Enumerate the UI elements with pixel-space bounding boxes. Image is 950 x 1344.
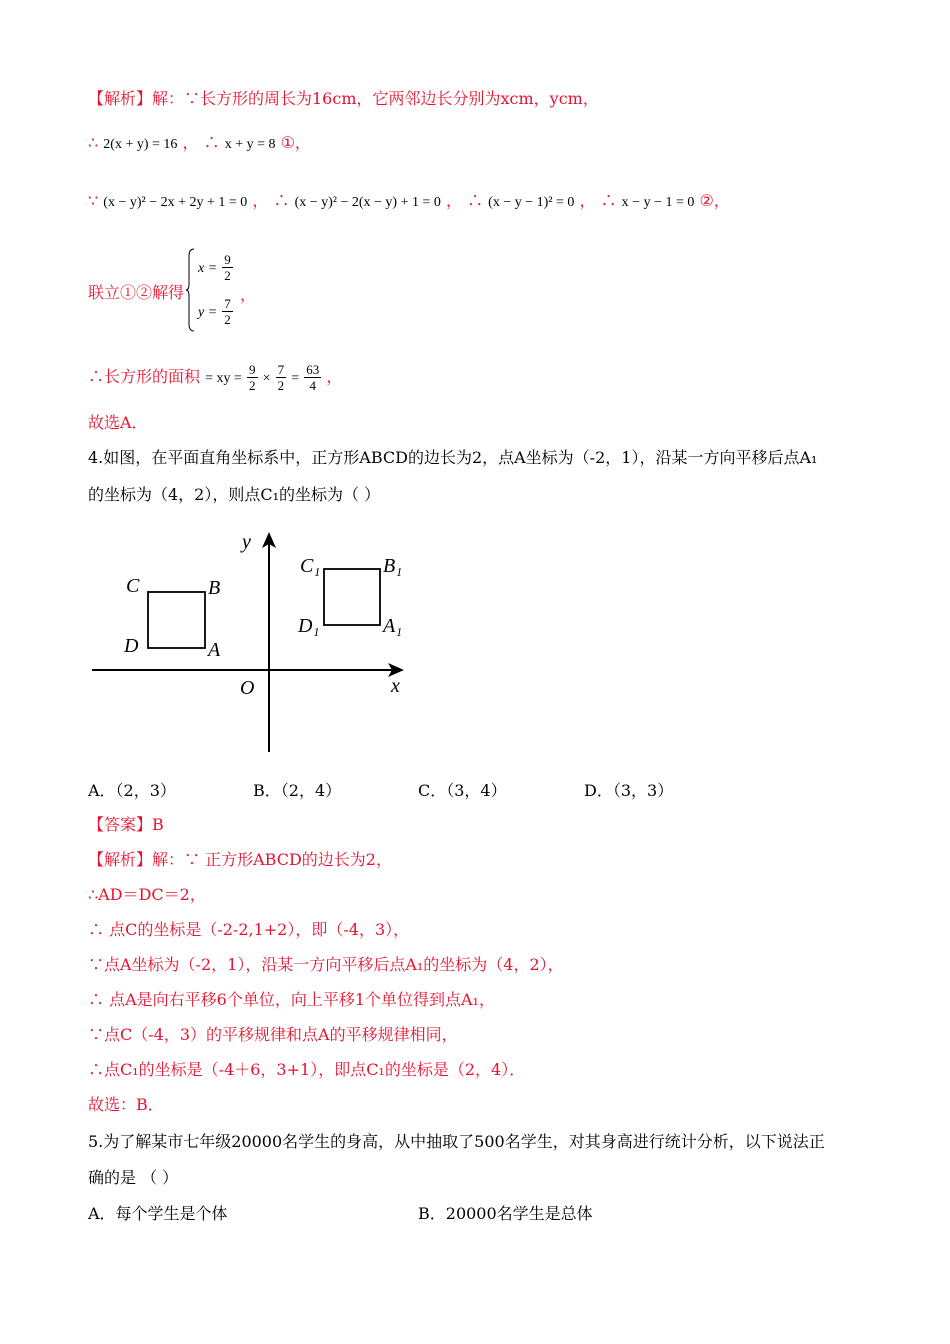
- times-sign: ×: [262, 371, 271, 386]
- equation-rewrite: (x − y)² − 2(x − y) + 1 = 0: [294, 195, 441, 210]
- q4-solution-line-5: ∴ 点A是向右平移6个单位，向上平移1个单位得到点A₁，: [88, 990, 495, 1009]
- separator: ， ∴: [579, 191, 617, 210]
- x-solution: [198, 252, 233, 283]
- q4-solution-line-7: ∴点C₁的坐标是（-4＋6，3+1），即点C₁的坐标是（2，4）．: [88, 1060, 526, 1079]
- q5-option-a: A．每个学生是个体: [88, 1204, 228, 1223]
- square-a1b1c1d1: [324, 569, 380, 625]
- x-den: 2: [224, 268, 231, 283]
- label-c1: C₁: [300, 555, 321, 577]
- label-a: A: [208, 639, 221, 661]
- q3-conclusion: 故选A．: [88, 413, 148, 432]
- therefore-symbol: ∴: [88, 133, 99, 152]
- equation-sum: x + y = 8: [224, 137, 276, 152]
- square-abcd: [148, 592, 205, 648]
- num: 63: [306, 362, 320, 377]
- q4-solution-line-1: 【解析】解：∵ 正方形ABCD的边长为2，: [88, 850, 392, 869]
- q4-answer: 【答案】B: [88, 815, 164, 834]
- y-den: 2: [224, 312, 231, 327]
- equation-difference: x − y − 1 = 0: [621, 195, 695, 210]
- label-d: D: [124, 635, 139, 657]
- q4-solution-line-3: ∴ 点C的坐标是（-2-2,1+2），即（-4，3），: [88, 920, 410, 939]
- system-tail: ，: [240, 285, 257, 304]
- label-o: O: [240, 677, 255, 699]
- area-tail: ，: [326, 367, 343, 386]
- equals-sign: =: [291, 371, 300, 386]
- fraction-63-4: [304, 362, 321, 393]
- q4-solution-line-2: ∴AD＝DC＝2，: [88, 885, 206, 904]
- equation-perimeter: 2(x + y) = 16: [103, 137, 178, 152]
- num: 9: [249, 362, 256, 377]
- q4-solution-line-6: ∵点C（-4，3）的平移规律和点A的平移规律相同，: [88, 1025, 458, 1044]
- q4-solution-line-4: ∵点A坐标为（-2，1），沿某一方向平移后点A₁的坐标为（4，2），: [88, 955, 564, 974]
- den: 2: [277, 378, 285, 393]
- q5-option-b: B．20000名学生是总体: [418, 1204, 593, 1223]
- q4-solution-line-8: 故选：B．: [88, 1095, 164, 1114]
- because-symbol: ∵: [88, 191, 99, 210]
- y-num: 7: [224, 296, 231, 311]
- q3-solution-line-4: [88, 282, 184, 304]
- q3-solution-line-5: [88, 362, 342, 393]
- q4-option-d: D．（3，3）: [584, 781, 674, 800]
- q3-solution-line-3: [88, 190, 730, 214]
- q5-stem-line-1: 5.为了解某市七年级20000名学生的身高，从中抽取了500名学生，对其身高进行统计分析，以下说法正: [88, 1132, 825, 1151]
- label-x: x: [391, 675, 400, 697]
- area-label: ∴长方形的面积: [88, 367, 201, 386]
- solve-label: 联立①②解得: [88, 283, 185, 302]
- den: 2: [249, 378, 256, 393]
- x-eq: x =: [198, 261, 218, 276]
- label-y: y: [242, 531, 251, 553]
- q3-solution-line-2: [88, 132, 311, 156]
- label-c: C: [126, 575, 140, 597]
- equation-system: [186, 248, 266, 332]
- label-d1: D₁: [298, 615, 320, 637]
- y-eq: y =: [198, 305, 218, 320]
- separator: ， ∴: [252, 191, 290, 210]
- equation-given: (x − y)² − 2x + 2y + 1 = 0: [103, 195, 248, 210]
- q4-option-a: A．（2，3）: [88, 781, 176, 800]
- q5-stem-line-2: 确的是 （ ）: [88, 1168, 179, 1187]
- separator: ， ∴: [445, 191, 484, 210]
- label-b: B: [208, 577, 221, 599]
- den: 4: [309, 378, 316, 393]
- q4-stem-line-1: 4.如图，在平面直角坐标系中，正方形ABCD的边长为2，点A坐标为（-2，1），沿某一方向平移后点A₁: [88, 448, 818, 467]
- fraction-9-2: [247, 362, 258, 393]
- marker-2: ②，: [699, 191, 730, 210]
- label-a1: A₁: [383, 615, 403, 637]
- fraction-7-2: [276, 362, 287, 393]
- separator: ， ∴: [182, 133, 220, 152]
- y-solution: [198, 296, 233, 327]
- q4-option-b: B．（2，4）: [253, 781, 342, 800]
- q4-option-c: C．（3，4）: [418, 781, 507, 800]
- x-num: 9: [224, 252, 231, 267]
- label-b1: B₁: [383, 555, 403, 577]
- q4-stem-line-2: 的坐标为（4，2），则点C₁的坐标为（ ）: [88, 485, 381, 504]
- area-eq: = xy =: [205, 371, 242, 386]
- y-fraction: [222, 296, 233, 327]
- equation-square: (x − y − 1)² = 0: [488, 195, 575, 210]
- brace-icon: [186, 248, 196, 332]
- q3-solution-line-1: 【解析】解：∵长方形的周长为16cm，它两邻边长分别为xcm，ycm，: [88, 89, 599, 108]
- marker-1: ①，: [280, 133, 311, 152]
- x-fraction: [222, 252, 233, 283]
- coordinate-figure: [88, 528, 418, 758]
- num: 7: [277, 362, 285, 377]
